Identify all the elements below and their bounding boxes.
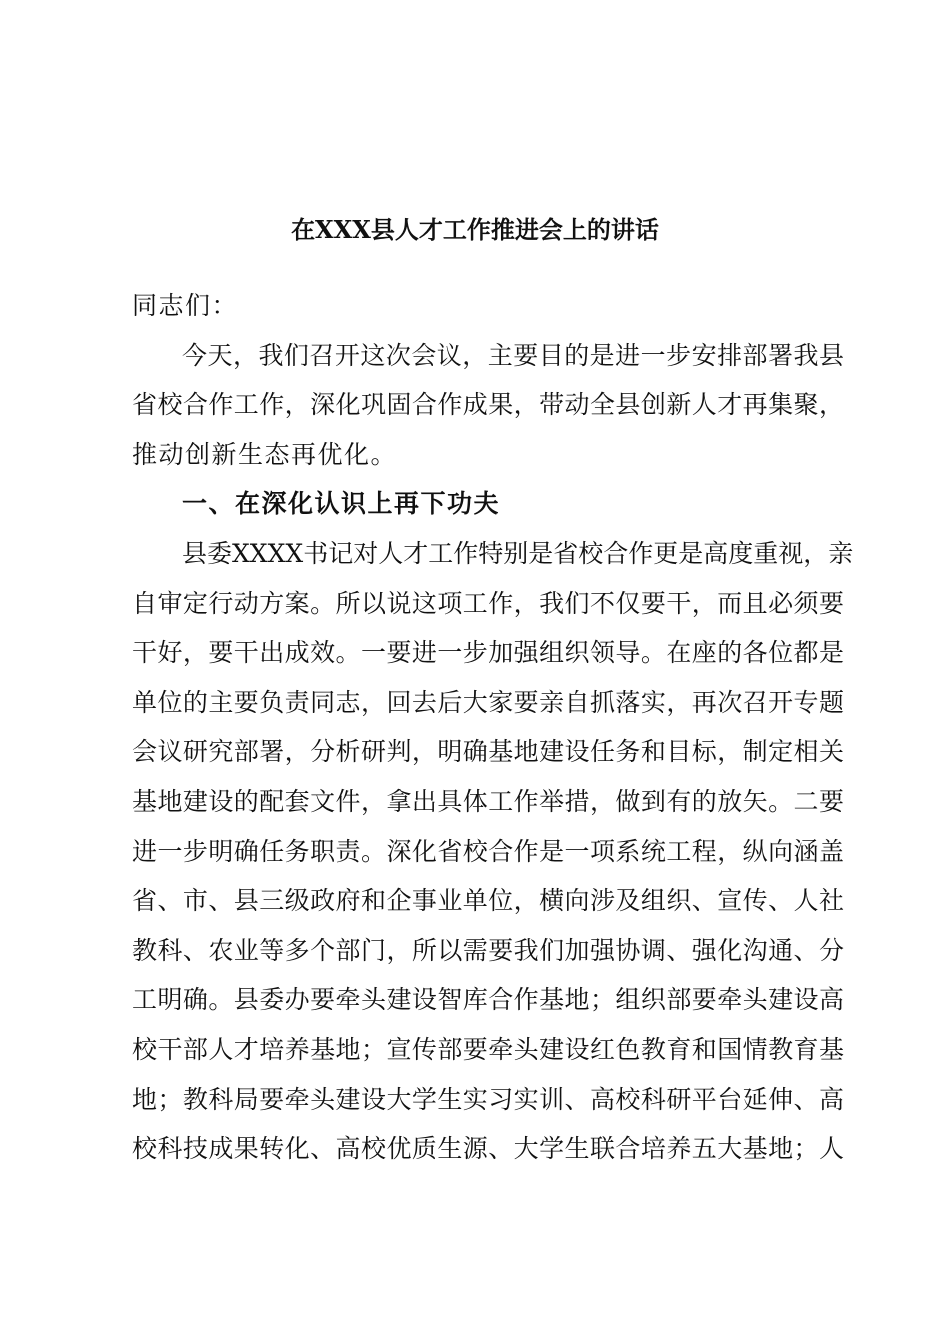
paragraph-line: 单位的主要负责同志，回去后大家要亲自抓落实，再次召开专题 [132, 687, 844, 717]
paragraph-line: 校科技成果转化、高校优质生源、大学生联合培养五大基地；人 [132, 1134, 844, 1164]
paragraph-line: 省、市、县三级政府和企事业单位，横向涉及组织、宣传、人社 [132, 886, 844, 916]
document-title: 在XXX县人才工作推进会上的讲话 [291, 215, 659, 244]
section-heading: 一、在深化认识上再下功夫 [182, 489, 501, 519]
paragraph-line: 基地建设的配套文件，拿出具体工作举措，做到有的放矢。二要 [132, 786, 844, 816]
paragraph-line: 会议研究部署，分析研判，明确基地建设任务和目标，制定相关 [132, 737, 844, 767]
paragraph-line: 县委XXXX书记对人才工作特别是省校合作更是高度重视，亲 [182, 538, 854, 568]
paragraph-line: 推动创新生态再优化。 [132, 439, 398, 469]
paragraph-line: 自审定行动方案。所以说这项工作，我们不仅要干，而且必须要 [132, 588, 844, 618]
paragraph-line: 地；教科局要牵头建设大学生实习实训、高校科研平台延伸、高 [132, 1084, 844, 1114]
paragraph-line: 进一步明确任务职责。深化省校合作是一项系统工程，纵向涵盖 [132, 836, 844, 866]
paragraph-line: 干好，要干出成效。一要进一步加强组织领导。在座的各位都是 [132, 638, 844, 668]
paragraph-line: 校干部人才培养基地；宣传部要牵头建设红色教育和国情教育基 [132, 1034, 844, 1064]
salutation: 同志们： [132, 291, 239, 320]
paragraph-line: 今天，我们召开这次会议，主要目的是进一步安排部署我县 [182, 340, 844, 370]
paragraph-line: 工明确。县委办要牵头建设智库合作基地；组织部要牵头建设高 [132, 985, 844, 1015]
paragraph-line: 教科、农业等多个部门，所以需要我们加强协调、强化沟通、分 [132, 935, 844, 965]
paragraph-line: 省校合作工作，深化巩固合作成果，带动全县创新人才再集聚， [132, 390, 844, 420]
document-body [132, 281, 854, 1174]
